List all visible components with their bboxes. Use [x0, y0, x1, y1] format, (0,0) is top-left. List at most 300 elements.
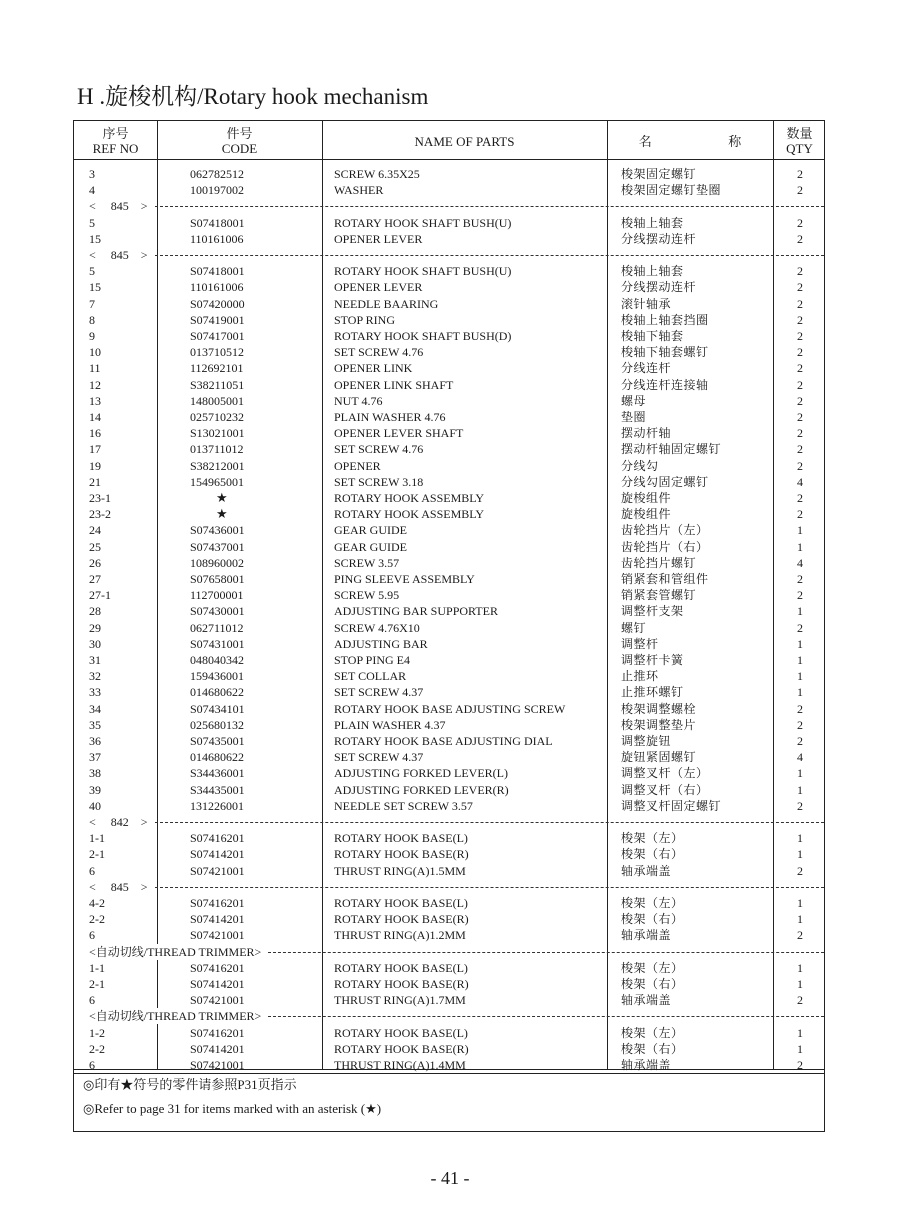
qty-cell: 1 — [797, 912, 803, 927]
table-row — [74, 1025, 824, 1041]
group-separator — [74, 247, 824, 263]
table-row — [74, 846, 824, 862]
ref-cell: 23-1 — [89, 491, 111, 505]
table-row — [74, 587, 824, 603]
code-cell: 112692101 — [190, 361, 244, 376]
cn-name-cell: 齿轮挡片螺钉 — [621, 555, 697, 570]
code-cell: S07437001 — [190, 539, 245, 554]
code-cell: S07436001 — [190, 523, 245, 538]
qty-cell: 1 — [797, 636, 803, 651]
qty-cell: 2 — [797, 717, 803, 732]
ref-cell: 39 — [89, 782, 101, 797]
table-row — [74, 555, 824, 571]
cn-name-cell: 摆动杆轴 — [621, 426, 672, 441]
table-row — [74, 539, 824, 555]
ref-cell: 12 — [89, 377, 101, 392]
cn-name-cell: 调整杆 — [621, 636, 659, 651]
code-cell: S07416201 — [190, 896, 245, 910]
code-cell: S34435001 — [190, 782, 245, 797]
header-ref — [74, 126, 157, 156]
code-cell: 148005001 — [190, 393, 244, 408]
header-code-cn: 件号 — [226, 126, 253, 141]
header-cn-name-2: 称 — [728, 134, 742, 149]
code-cell: 154965001 — [190, 474, 244, 489]
code-cell: S38212001 — [190, 458, 245, 473]
page-number: - 41 - — [430, 1168, 470, 1188]
cn-name-cell: 梭轴上轴套 — [621, 264, 684, 279]
code-cell: S07416201 — [190, 831, 245, 846]
qty-cell: 2 — [797, 458, 803, 473]
code-cell: S07414201 — [190, 1041, 245, 1056]
note-cn: ◎印有★符号的零件请参照P31页指示 — [83, 1077, 297, 1092]
cn-name-cell: 旋梭组件 — [621, 491, 672, 505]
table-row — [74, 620, 824, 636]
part-name-cell: ROTARY HOOK BASE ADJUSTING SCREW — [334, 701, 566, 716]
ref-cell: 21 — [89, 474, 101, 489]
table-row — [74, 927, 824, 943]
table-row — [74, 425, 824, 441]
cn-name-cell: 梭架（右） — [621, 912, 684, 927]
ref-cell: 31 — [89, 653, 101, 667]
table-row — [74, 911, 824, 927]
dashed-line — [155, 206, 824, 207]
part-name-cell: OPENER LEVER — [334, 280, 423, 295]
cn-name-cell: 梭架调整螺栓 — [621, 701, 697, 716]
code-cell: 110161006 — [190, 231, 244, 246]
code-cell: S07421001 — [190, 928, 245, 943]
ref-cell: 38 — [89, 766, 101, 781]
cn-name-cell: 销紧套和管组件 — [621, 572, 709, 586]
ref-cell: 9 — [89, 329, 95, 343]
table-row — [74, 668, 824, 684]
code-cell: 108960002 — [190, 555, 244, 570]
cn-name-cell: 调整叉杆固定螺钉 — [621, 798, 722, 813]
qty-cell: 2 — [797, 620, 803, 635]
table-row — [74, 749, 824, 765]
ref-cell: 25 — [89, 539, 101, 554]
qty-cell: 2 — [797, 572, 803, 586]
header-ref-cn: 序号 — [102, 126, 129, 141]
ref-cell: 15 — [89, 280, 101, 295]
part-name-cell: STOP RING — [334, 312, 396, 327]
qty-cell: 2 — [797, 377, 803, 392]
qty-cell: 2 — [797, 1058, 803, 1072]
qty-cell: 2 — [797, 231, 803, 246]
ref-cell: 15 — [89, 231, 101, 246]
page-title: H .旋梭机构/Rotary hook mechanism — [77, 84, 429, 109]
code-cell: 159436001 — [190, 669, 244, 684]
cn-name-cell: 分线勾固定螺钉 — [621, 474, 709, 489]
ref-cell: 6 — [89, 863, 95, 878]
ref-cell: 3 — [89, 167, 95, 181]
cn-name-cell: 梭轴上轴套 — [621, 215, 684, 230]
code-cell: 062782512 — [190, 167, 244, 181]
table-row — [74, 344, 824, 360]
code-cell: 131226001 — [190, 798, 244, 813]
code-cell: S07419001 — [190, 312, 245, 327]
group-label: <自动切线/THREAD TRIMMER> — [89, 1008, 264, 1024]
table-row — [74, 798, 824, 814]
group-label: < 845 > — [89, 198, 151, 214]
ref-cell: 36 — [89, 734, 101, 748]
qty-cell: 2 — [797, 491, 803, 505]
code-cell: S07421001 — [190, 1058, 245, 1072]
qty-cell: 2 — [797, 264, 803, 279]
cn-name-cell: 齿轮挡片（右） — [621, 539, 709, 554]
ref-cell: 2-2 — [89, 912, 105, 927]
part-name-cell: ROTARY HOOK BASE(L) — [334, 896, 468, 910]
table-row — [74, 782, 824, 798]
group-separator — [74, 1008, 824, 1024]
table-row — [74, 279, 824, 295]
part-name-cell: GEAR GUIDE — [334, 539, 407, 554]
code-cell: S07416201 — [190, 960, 245, 975]
table-row — [74, 522, 824, 538]
cn-name-cell: 分线连杆 — [621, 361, 672, 376]
code-cell: S07430001 — [190, 604, 245, 619]
part-name-cell: OPENER LINK — [334, 361, 413, 376]
header-qty — [773, 126, 826, 156]
ref-cell: 10 — [89, 345, 101, 360]
code-cell: 014680622 — [190, 685, 244, 700]
part-name-cell: SET SCREW 4.76 — [334, 442, 424, 457]
cn-name-cell: 分线摆动连杆 — [621, 231, 697, 246]
part-name-cell: SCREW 6.35X25 — [334, 167, 420, 181]
code-cell: 110161006 — [190, 280, 244, 295]
part-name-cell: ADJUSTING BAR — [334, 636, 428, 651]
code-cell: S07418001 — [190, 264, 245, 279]
part-name-cell: THRUST RING(A)1.7MM — [334, 993, 466, 1008]
part-name-cell: SCREW 5.95 — [334, 588, 400, 603]
qty-cell: 2 — [797, 928, 803, 943]
code-cell: S07416201 — [190, 1025, 245, 1040]
code-cell: S38211051 — [190, 377, 245, 392]
dashed-line — [155, 822, 824, 823]
part-name-cell: SET COLLAR — [334, 669, 407, 684]
part-name-cell: SET SCREW 3.18 — [334, 474, 424, 489]
ref-cell: 40 — [89, 798, 101, 813]
code-cell: S07431001 — [190, 636, 245, 651]
cn-name-cell: 梭轴上轴套挡圈 — [621, 312, 709, 327]
header-cn-name — [607, 134, 773, 149]
cn-name-cell: 螺钉 — [621, 620, 647, 635]
group-separator — [74, 814, 824, 830]
cn-name-cell: 轴承端盖 — [621, 1058, 672, 1072]
qty-cell: 2 — [797, 993, 803, 1008]
part-name-cell: ROTARY HOOK BASE(L) — [334, 1025, 468, 1040]
dashed-line — [155, 255, 824, 256]
part-name-cell: ROTARY HOOK BASE(R) — [334, 977, 469, 991]
cn-name-cell: 分线摆动连杆 — [621, 280, 697, 295]
cn-name-cell: 梭架（左） — [621, 1025, 684, 1040]
cn-name-cell: 梭架（左） — [621, 960, 684, 975]
qty-cell: 1 — [797, 669, 803, 684]
part-name-cell: ADJUSTING FORKED LEVER(R) — [334, 782, 509, 797]
table-row — [74, 684, 824, 700]
ref-cell: 4 — [89, 183, 95, 198]
table-row — [74, 328, 824, 344]
table-row — [74, 393, 824, 409]
cn-name-cell: 轴承端盖 — [621, 863, 672, 878]
qty-cell: 1 — [797, 1041, 803, 1056]
part-name-cell: SET SCREW 4.76 — [334, 345, 424, 360]
table-row — [74, 263, 824, 279]
part-name-cell: ROTARY HOOK ASSEMBLY — [334, 491, 485, 505]
group-separator — [74, 198, 824, 214]
table-row — [74, 409, 824, 425]
ref-cell: 27 — [89, 572, 101, 586]
group-label: < 845 > — [89, 879, 151, 895]
cn-name-cell: 梭轴下轴套 — [621, 329, 684, 343]
ref-cell: 19 — [89, 458, 101, 473]
table-row — [74, 636, 824, 652]
ref-cell: 1-1 — [89, 960, 105, 975]
part-name-cell: NEEDLE SET SCREW 3.57 — [334, 798, 473, 813]
code-cell: 013711012 — [190, 442, 244, 457]
qty-cell: 2 — [797, 280, 803, 295]
ref-cell: 1-1 — [89, 831, 105, 846]
cn-name-cell: 调整旋钮 — [621, 734, 672, 748]
part-name-cell: PLAIN WASHER 4.37 — [334, 717, 446, 732]
cn-name-cell: 分线连杆连接轴 — [621, 377, 709, 392]
dashed-line — [155, 887, 824, 888]
code-cell: ★ — [216, 490, 228, 505]
cn-name-cell: 螺母 — [621, 393, 647, 408]
part-name-cell: THRUST RING(A)1.5MM — [334, 863, 466, 878]
ref-cell: 6 — [89, 993, 95, 1008]
qty-cell: 2 — [797, 393, 803, 408]
ref-cell: 2-1 — [89, 977, 105, 991]
code-cell: S07434101 — [190, 701, 245, 716]
ref-cell: 4-2 — [89, 896, 105, 910]
ref-cell: 5 — [89, 264, 95, 279]
ref-cell: 37 — [89, 750, 101, 765]
ref-cell: 7 — [89, 296, 95, 311]
part-name-cell: SET SCREW 4.37 — [334, 750, 424, 765]
part-name-cell: OPENER — [334, 458, 381, 473]
table-row — [74, 215, 824, 231]
qty-cell: 4 — [797, 555, 803, 570]
ref-cell: 2-1 — [89, 847, 105, 862]
qty-cell: 1 — [797, 977, 803, 991]
cn-name-cell: 调整叉杆（左） — [621, 766, 709, 781]
part-name-cell: ROTARY HOOK BASE(L) — [334, 831, 468, 846]
cn-name-cell: 调整杆卡簧 — [621, 653, 684, 667]
cn-name-cell: 分线勾 — [621, 458, 659, 473]
qty-cell: 2 — [797, 798, 803, 813]
part-name-cell: ROTARY HOOK ASSEMBLY — [334, 507, 485, 522]
ref-cell: 11 — [89, 361, 101, 376]
code-cell: S13021001 — [190, 426, 245, 441]
cn-name-cell: 梭架（左） — [621, 831, 684, 846]
part-name-cell: NEEDLE BAARING — [334, 296, 439, 311]
part-name-cell: THRUST RING(A)1.2MM — [334, 928, 466, 943]
cn-name-cell: 梭架固定螺钉 — [621, 167, 697, 181]
part-name-cell: SET SCREW 4.37 — [334, 685, 424, 700]
ref-cell: 27-1 — [89, 588, 111, 603]
group-label: < 842 > — [89, 814, 151, 830]
qty-cell: 2 — [797, 410, 803, 424]
ref-cell: 1-2 — [89, 1025, 105, 1040]
header-ref-en: REF NO — [92, 141, 139, 156]
table-row — [74, 166, 824, 182]
table-row — [74, 830, 824, 846]
part-name-cell: ROTARY HOOK SHAFT BUSH(U) — [334, 264, 512, 279]
part-name-cell: PING SLEEVE ASSEMBLY — [334, 572, 475, 586]
ref-cell: 8 — [89, 312, 95, 327]
table-row — [74, 296, 824, 312]
qty-cell: 2 — [797, 442, 803, 457]
part-name-cell: ROTARY HOOK SHAFT BUSH(U) — [334, 215, 512, 230]
code-cell: 014680622 — [190, 750, 244, 765]
cn-name-cell: 止推环 — [621, 669, 659, 684]
ref-cell: 28 — [89, 604, 101, 619]
cn-name-cell: 摆动杆轴固定螺钉 — [621, 442, 722, 457]
cn-name-cell: 轴承端盖 — [621, 993, 672, 1008]
ref-cell: 34 — [89, 701, 101, 716]
code-cell: ★ — [216, 506, 228, 522]
ref-cell: 2-2 — [89, 1041, 105, 1056]
part-name-cell: ROTARY HOOK BASE(L) — [334, 960, 468, 975]
cn-name-cell: 垫圈 — [621, 410, 647, 424]
ref-cell: 24 — [89, 523, 101, 538]
table-row — [74, 976, 824, 992]
code-cell: 025710232 — [190, 410, 244, 424]
code-cell: S07414201 — [190, 977, 245, 991]
header-name: NAME OF PARTS — [414, 134, 515, 149]
group-label: <自动切线/THREAD TRIMMER> — [89, 944, 264, 960]
table-row — [74, 377, 824, 393]
ref-cell: 13 — [89, 393, 101, 408]
qty-cell: 2 — [797, 183, 803, 198]
cn-name-cell: 梭架固定螺钉垫圈 — [621, 183, 722, 198]
header-qty-en: QTY — [786, 141, 813, 156]
code-cell: 112700001 — [190, 588, 244, 603]
part-name-cell: GEAR GUIDE — [334, 523, 407, 538]
cn-name-cell: 轴承端盖 — [621, 928, 672, 943]
part-name-cell: THRUST RING(A)1.4MM — [334, 1058, 466, 1072]
part-name-cell: OPENER LEVER SHAFT — [334, 426, 464, 441]
part-name-cell: PLAIN WASHER 4.76 — [334, 410, 446, 424]
table-row — [74, 701, 824, 717]
code-cell: 062711012 — [190, 620, 244, 635]
part-name-cell: OPENER LEVER — [334, 231, 423, 246]
table-row — [74, 863, 824, 879]
ref-cell: 30 — [89, 636, 101, 651]
code-cell: 025680132 — [190, 717, 244, 732]
group-label: < 845 > — [89, 247, 151, 263]
qty-cell: 1 — [797, 653, 803, 667]
cn-name-cell: 调整叉杆（右） — [621, 782, 709, 797]
header-qty-cn: 数量 — [786, 126, 813, 141]
qty-cell: 2 — [797, 296, 803, 311]
code-cell: S07435001 — [190, 734, 245, 748]
table-row — [74, 182, 824, 198]
qty-cell: 2 — [797, 426, 803, 441]
table-row — [74, 652, 824, 668]
cn-name-cell: 调整杆支架 — [621, 604, 684, 619]
note-en: ◎Refer to page 31 for items marked with an asterisk (★) — [83, 1101, 382, 1116]
header-code — [157, 126, 322, 156]
group-separator — [74, 944, 824, 960]
part-name-cell: ROTARY HOOK BASE(R) — [334, 912, 469, 927]
ref-cell: 23-2 — [89, 507, 111, 522]
code-cell: S07417001 — [190, 329, 245, 343]
ref-cell: 35 — [89, 717, 101, 732]
qty-cell: 1 — [797, 523, 803, 538]
ref-cell: 16 — [89, 426, 101, 441]
qty-cell: 4 — [797, 750, 803, 765]
ref-cell: 26 — [89, 555, 101, 570]
dashed-line — [268, 1016, 824, 1017]
ref-cell: 6 — [89, 1058, 95, 1072]
part-name-cell: WASHER — [334, 183, 384, 198]
code-cell: 048040342 — [190, 653, 244, 667]
qty-cell: 2 — [797, 507, 803, 522]
code-cell: S07421001 — [190, 863, 245, 878]
table-row — [74, 360, 824, 376]
qty-cell: 2 — [797, 215, 803, 230]
notes-box — [73, 1070, 825, 1132]
qty-cell: 2 — [797, 345, 803, 360]
cn-name-cell: 梭架调整垫片 — [621, 717, 697, 732]
qty-cell: 2 — [797, 312, 803, 327]
cn-name-cell: 销紧套管螺钉 — [621, 588, 697, 603]
table-row — [74, 603, 824, 619]
table-row — [74, 458, 824, 474]
dashed-line — [268, 952, 824, 953]
part-name-cell: ROTARY HOOK SHAFT BUSH(D) — [334, 329, 512, 343]
cn-name-cell: 齿轮挡片（左） — [621, 523, 709, 538]
header-code-en: CODE — [221, 141, 258, 156]
table-row — [74, 312, 824, 328]
qty-cell: 2 — [797, 588, 803, 603]
qty-cell: 2 — [797, 167, 803, 181]
table-row — [74, 1041, 824, 1057]
ref-cell: 6 — [89, 928, 95, 943]
ref-cell: 32 — [89, 669, 101, 684]
cn-name-cell: 滚针轴承 — [621, 296, 672, 311]
code-cell: S07414201 — [190, 847, 245, 862]
code-cell: S07658001 — [190, 572, 245, 586]
ref-cell: 5 — [89, 215, 95, 230]
parts-table — [73, 120, 825, 1070]
cn-name-cell: 梭轴下轴套螺钉 — [621, 345, 709, 360]
code-cell: S07421001 — [190, 993, 245, 1008]
table-row — [74, 506, 824, 522]
part-name-cell: ADJUSTING FORKED LEVER(L) — [334, 766, 508, 781]
code-cell: S07418001 — [190, 215, 245, 230]
cn-name-cell: 旋梭组件 — [621, 507, 672, 522]
code-cell: S34436001 — [190, 766, 245, 781]
table-row — [74, 231, 824, 247]
cn-name-cell: 梭架（右） — [621, 847, 684, 862]
table-row — [74, 960, 824, 976]
qty-cell: 1 — [797, 685, 803, 700]
part-name-cell: SCREW 3.57 — [334, 555, 400, 570]
table-row — [74, 571, 824, 587]
part-name-cell: STOP PING E4 — [334, 653, 411, 667]
qty-cell: 2 — [797, 863, 803, 878]
part-name-cell: ROTARY HOOK BASE(R) — [334, 1041, 469, 1056]
part-name-cell: ROTARY HOOK BASE ADJUSTING DIAL — [334, 734, 553, 748]
cn-name-cell: 梭架（左） — [621, 896, 684, 910]
table-row — [74, 474, 824, 490]
qty-cell: 1 — [797, 896, 803, 910]
code-cell: 013710512 — [190, 345, 244, 360]
header-cn-name-1: 名 — [638, 134, 652, 149]
qty-cell: 1 — [797, 831, 803, 846]
